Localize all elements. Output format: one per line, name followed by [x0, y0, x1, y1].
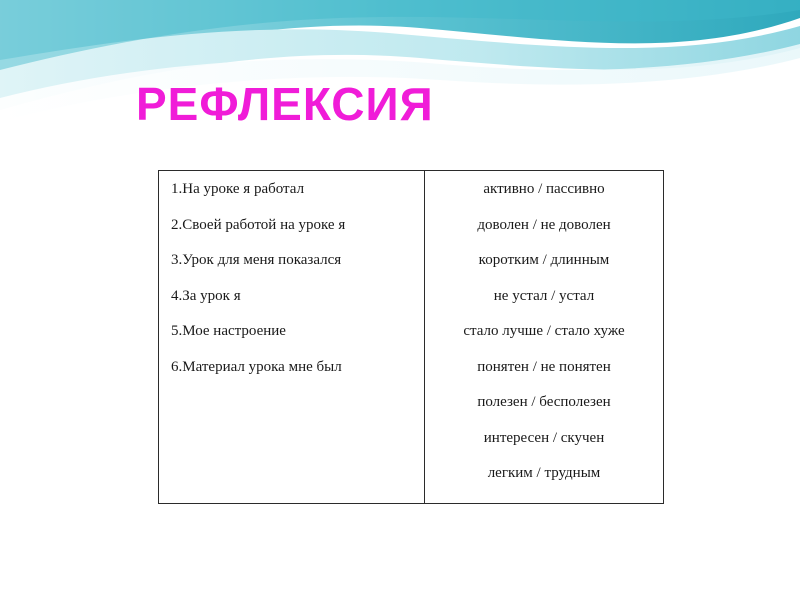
- answers-column: [425, 171, 663, 503]
- statement-item: 3.Урок для меня показался: [171, 252, 342, 268]
- answer-item: коротким / длинным: [478, 252, 610, 268]
- answer-item: не устал / устал: [493, 287, 595, 304]
- statement-item: 2.Своей работой на уроке я: [171, 216, 346, 233]
- answer-item: активно / пассивно: [483, 181, 605, 197]
- answer-item: стало лучше / стало хуже: [463, 323, 625, 339]
- reflection-table: [158, 170, 664, 504]
- answer-item: доволен / не доволен: [477, 216, 611, 233]
- answer-item: полезен / бесполезен: [477, 394, 611, 410]
- statement-item: 5.Мое настроение: [171, 323, 286, 339]
- statements-column: [159, 171, 425, 503]
- statement-item: 1.На уроке я работал: [171, 181, 305, 197]
- statement-item: 4.За урок я: [171, 287, 241, 304]
- answer-item: понятен / не понятен: [477, 358, 611, 375]
- statement-item: 6.Материал урока мне был: [171, 358, 342, 375]
- slide-title: РЕФЛЕКСИЯ: [136, 78, 434, 130]
- answer-item: легким / трудным: [487, 465, 601, 481]
- answer-item: интересен / скучен: [483, 429, 605, 446]
